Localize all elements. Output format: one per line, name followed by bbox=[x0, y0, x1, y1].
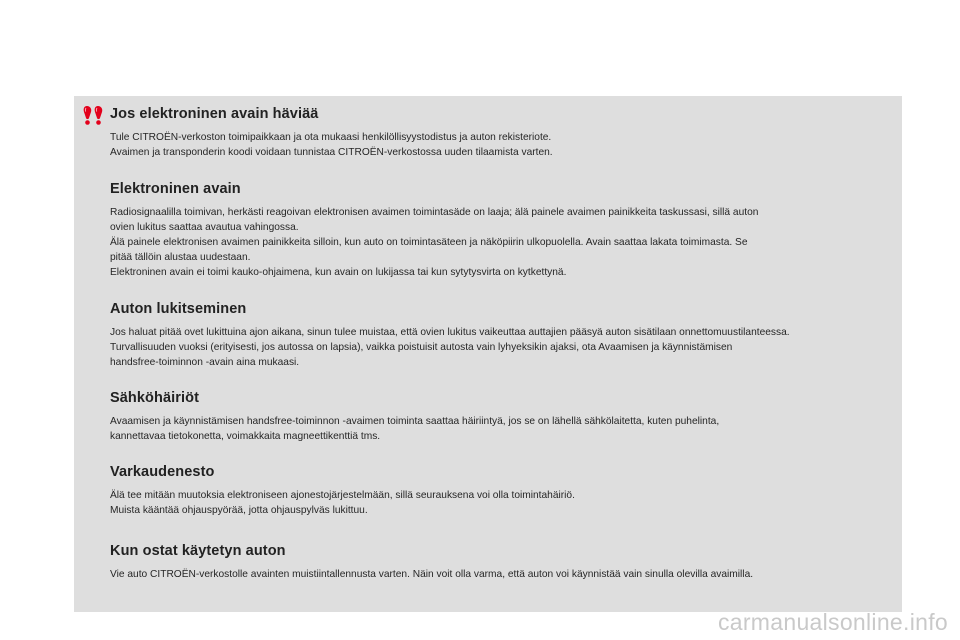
section-body bbox=[110, 205, 900, 280]
body-line: Älä tee mitään muutoksia elektroniseen ajonestojärjestelmään, sillä seurauksena voi olla toimintahäiriö. bbox=[110, 490, 575, 501]
section-electrical-interference bbox=[110, 389, 900, 444]
section-car-locking bbox=[110, 300, 900, 370]
body-line: Elektroninen avain ei toimi kauko-ohjaimena, kun avain on lukijassa tai kun sytytysvirta on kytkettynä. bbox=[110, 267, 567, 278]
body-line: Muista kääntää ohjauspyörää, jotta ohjauspylväs lukittuu. bbox=[110, 505, 368, 516]
body-line: kannettavaa tietokonetta, voimakkaita magneettikenttiä tms. bbox=[110, 431, 381, 442]
section-body bbox=[110, 567, 900, 582]
section-body bbox=[110, 414, 900, 444]
body-line: Avaamisen ja käynnistämisen handsfree-toiminnon -avaimen toiminta saattaa häiriintyä, jos se on lähellä sähkölaitetta, kuten puhelinta, bbox=[110, 416, 720, 427]
section-heading: Kun ostat käytetyn auton bbox=[110, 543, 286, 559]
section-heading: Elektroninen avain bbox=[110, 181, 241, 197]
body-line: Radiosignaalilla toimivan, herkästi reagoivan elektronisen avaimen toimintasäde on laaja; älä painele avaimen painikkeita taskussasi, sillä auton bbox=[110, 207, 759, 218]
body-line: Tule CITROËN-verkoston toimipaikkaan ja ota mukaasi henkilöllisyystodistus ja auton rekisteriote. bbox=[110, 132, 552, 143]
section-lost-key bbox=[110, 105, 900, 160]
watermark: carmanualsonline.info bbox=[717, 609, 948, 635]
section-electronic-key bbox=[110, 180, 900, 280]
body-line: handsfree-toiminnon -avain aina mukaasi. bbox=[110, 357, 300, 368]
section-body bbox=[110, 325, 900, 370]
section-anti-theft bbox=[110, 463, 900, 518]
section-used-car bbox=[110, 542, 900, 582]
body-line: Turvallisuuden vuoksi (erityisesti, jos autossa on lapsia), vaikka poistuisit autosta vain lyhyeksikin ajaksi, ota Avaamisen ja käynnistämisen bbox=[110, 342, 733, 353]
section-body bbox=[110, 488, 900, 518]
body-line: Vie auto CITROËN-verkostolle avainten muistiintallennusta varten. Näin voit olla varma, että auton voi käynnistää vain sinulla olevilla avaimilla. bbox=[110, 569, 754, 580]
body-line: Jos haluat pitää ovet lukittuina ajon aikana, sinun tulee muistaa, että ovien lukitus vaikeuttaa auttajien pääsyä auton sisätilaan onnettomuustilanteessa. bbox=[110, 327, 790, 338]
section-heading: Sähköhäiriöt bbox=[110, 390, 200, 406]
section-heading: Auton lukitseminen bbox=[110, 301, 247, 317]
body-line: ovien lukitus saattaa avautua vahingossa. bbox=[110, 222, 299, 233]
section-heading: Jos elektroninen avain häviää bbox=[110, 106, 319, 122]
body-line: Avaimen ja transponderin koodi voidaan tunnistaa CITROËN-verkostossa uuden tilaamista varten. bbox=[110, 147, 553, 158]
body-line: pitää tällöin alustaa uudestaan. bbox=[110, 252, 251, 263]
section-heading: Varkaudenesto bbox=[110, 464, 215, 480]
body-line: Älä painele elektronisen avaimen painikkeita silloin, kun auto on toimintasäteen ja näköpiirin ulkopuolella. Avain saattaa lakata toimimasta. Se bbox=[110, 237, 748, 248]
warning-exclamation-icon bbox=[82, 104, 104, 126]
section-body bbox=[110, 130, 900, 160]
